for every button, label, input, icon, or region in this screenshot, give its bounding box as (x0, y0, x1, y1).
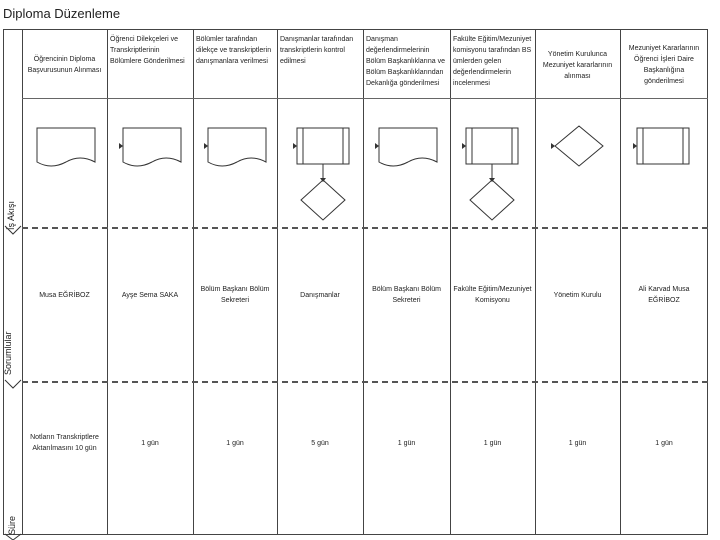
step-owner: Ali Karvad Musa EĞRİBOZ (638, 286, 690, 304)
process-shape (466, 128, 518, 164)
document-shape (208, 128, 266, 166)
document-shape (37, 128, 95, 166)
step-owner: Ayşe Sema SAKA (121, 291, 179, 299)
lane-chevron-icon (5, 226, 21, 234)
document-shape (379, 128, 437, 166)
step-owner: Musa EĞRİBOZ (39, 291, 90, 299)
decision-shape (301, 180, 345, 220)
step-duration: 1 gün (655, 439, 673, 447)
step-owner: Bölüm Başkanı Bölüm Sekreteri (372, 286, 441, 304)
step-description: Fakülte Eğitim/Mezuniyet komisyonu tarafından BS ümlerden gelen değerlendirmelerin incelenmesi (453, 36, 532, 87)
step-duration: 1 gün (568, 439, 587, 447)
document-shape (123, 128, 181, 166)
lane-chevron-icon (5, 534, 21, 540)
step-description: Öğrencinin Diploma Başvurusunun Alınması (27, 56, 102, 74)
step-owner: Fakülte Eğitim/Mezuniyet Komisyonu (453, 286, 532, 304)
lane-label-responsible: Sorumlular (3, 331, 13, 375)
page-title: Diploma Düzenleme (3, 6, 121, 21)
decision-shape (470, 180, 514, 220)
step-owner: Yönetim Kurulu (553, 291, 602, 299)
lane-label-workflow: İş Akışı (6, 200, 16, 230)
step-description: Yönetim Kurulunca Mezuniyet kararlarının alınması (542, 50, 613, 80)
lane-chevron-icon (5, 380, 21, 388)
process-shape (297, 128, 349, 164)
process-shape (637, 128, 689, 164)
step-duration: 5 gün (311, 439, 329, 447)
step-description: Mezuniyet Kararlarının Öğrenci İşleri Daire Başkanlığına gönderilmesi (628, 45, 700, 85)
step-duration: 1 gün (397, 439, 416, 447)
step-description: Öğrenci Dilekçeleri ve Transkriptlerinin Bölümlere Gönderilmesi (110, 36, 185, 65)
step-description: Bölümler tarafından dilekçe ve transkriptlerin danışmanlara verilmesi (196, 36, 272, 65)
lane-label-duration: Süre (7, 515, 17, 535)
step-duration: Notların Transkriptlere Aktarılmasını 10 gün (30, 434, 99, 452)
step-duration: 1 gün (226, 439, 244, 447)
step-owner: Bölüm Başkanı Bölüm Sekreteri (200, 286, 270, 304)
decision-shape (555, 126, 603, 166)
step-description: Danışmanlar tarafından transkriptlerin kontrol edilmesi (280, 36, 354, 65)
step-owner: Danışmanlar (300, 291, 340, 299)
step-duration: 1 gün (141, 439, 159, 447)
step-duration: 1 gün (483, 439, 502, 447)
step-description: Danışman değerlendirmelerinin Bölüm Başkanlıklarına ve Bölüm Başkanlıklarından Dekanlığa gönderilmesi (366, 36, 445, 87)
